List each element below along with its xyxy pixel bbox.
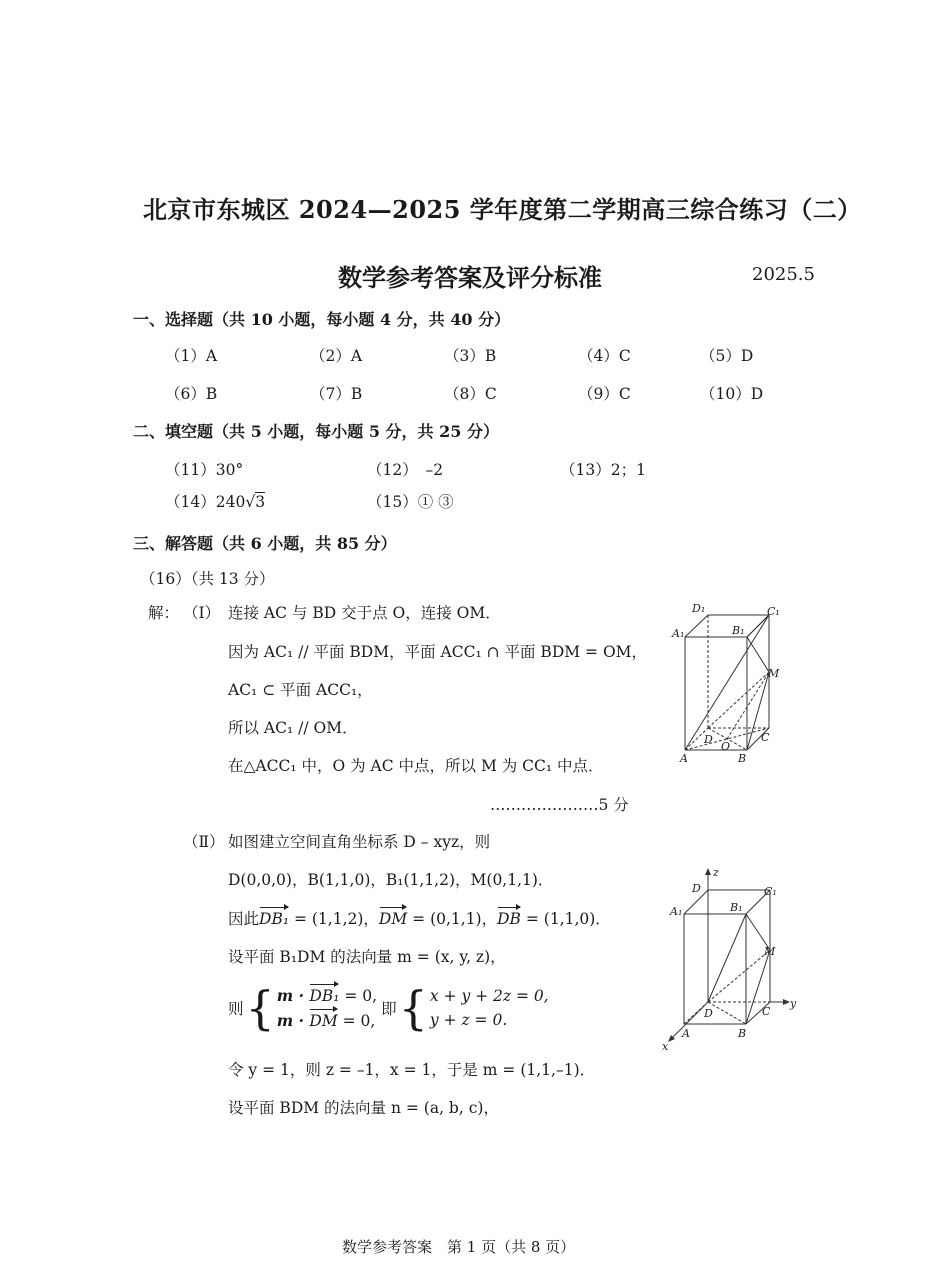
cuboid-figure-1 (666, 600, 791, 770)
score-line-1: …………………5 分 (490, 796, 629, 814)
part2-label: （Ⅱ） (183, 833, 225, 851)
fig2-label-b1: B₁ (730, 901, 743, 914)
document-subtitle: 数学参考答案及评分标准 (338, 263, 602, 292)
vector-dm-value: = (0,1,1)， (407, 910, 498, 928)
vector-db-value: = (1,1,0)． (520, 910, 611, 928)
fig2-label-c1: C₁ (764, 885, 777, 898)
right-brace: { (398, 981, 428, 1035)
cuboid-figure-2 (660, 862, 800, 1052)
part2-line7: 设平面 BDM 的法向量 n = (a, b, c)， (228, 1099, 499, 1117)
section3-heading: 三、解答题（共 6 小题，共 85 分） (133, 534, 397, 553)
answer-9: （9）C (578, 385, 631, 403)
answer-11: （11）30° (165, 461, 244, 479)
equation-system (228, 981, 549, 1035)
answer-15: （15）① ③ (367, 493, 454, 511)
part2-line1: 如图建立空间直角坐标系 D – xyz，则 (228, 833, 491, 851)
fig1-label-a: A (680, 752, 688, 765)
fig2-label-a1: A₁ (670, 905, 683, 918)
fig2-label-y: y (790, 997, 797, 1010)
fig1-label-b: B (738, 752, 747, 765)
vector-prefix: 因此 (228, 910, 260, 928)
part1-line4: 所以 AC₁ // OM． (228, 719, 358, 737)
sqrt-sign: √ (245, 493, 256, 511)
part1-line1: 连接 AC 与 BD 交于点 O，连接 OM． (228, 604, 501, 622)
fig2-label-b: B (738, 1027, 747, 1040)
system-left-line2: m · DM = 0, (276, 1011, 376, 1030)
answer-14-prefix: （14）240 (165, 493, 246, 511)
fig1-label-a1: A₁ (672, 627, 685, 640)
answer-2: （2）A (310, 347, 363, 365)
vector-db1: DB₁ (259, 910, 290, 928)
vector-db: DB (497, 910, 521, 928)
document-date: 2025.5 (752, 264, 815, 285)
fig2-label-z: z (713, 866, 719, 879)
section1-heading: 一、选择题（共 10 小题，每小题 4 分，共 40 分） (133, 310, 511, 329)
part1-line5: 在△ACC₁ 中，O 为 AC 中点，所以 M 为 CC₁ 中点． (228, 757, 604, 775)
answer-7: （7）B (310, 385, 363, 403)
answer-10: （10）D (700, 385, 764, 403)
fig1-label-b1: B₁ (732, 624, 745, 637)
solution-label: 解： (148, 604, 180, 622)
question-16-title: （16）（共 13 分） (140, 570, 275, 588)
fig2-label-d: D (704, 1007, 713, 1020)
fig2-label-x: x (662, 1040, 669, 1052)
answer-6: （6）B (165, 385, 218, 403)
system-right-line1: x + y + 2z = 0, (429, 987, 549, 1005)
answer-3: （3）B (444, 347, 497, 365)
fig1-label-d1: D₁ (692, 602, 706, 615)
part2-line2: D(0,0,0)，B(1,1,0)，B₁(1,1,2)，M(0,1,1)． (228, 871, 554, 889)
vector-dm: DM (378, 910, 408, 928)
fig2-label-c: C (762, 1005, 771, 1018)
vector-db1-value: = (1,1,2)， (289, 910, 379, 928)
document-title: 北京市东城区 2024—2025 学年度第二学期高三综合练习（二） (143, 195, 862, 224)
sqrt-radicand: 3 (255, 493, 266, 511)
system-connector: 即 (381, 1000, 397, 1018)
answer-8: （8）C (444, 385, 497, 403)
fig1-label-c1: C₁ (767, 605, 780, 618)
system-prefix: 则 (228, 1000, 244, 1018)
left-brace: { (245, 981, 275, 1035)
answer-12: （12） –2 (367, 461, 444, 479)
system-right-line2: y + z = 0. (429, 1011, 508, 1029)
answer-14 (165, 490, 265, 512)
answer-1: （1）A (165, 347, 218, 365)
fig1-label-d: D (704, 733, 713, 746)
fig1-label-m: M (768, 667, 780, 680)
answer-13: （13）2；1 (560, 461, 646, 479)
system-left-line1: m · DB₁ = 0, (276, 986, 378, 1005)
part2-line3 (228, 907, 611, 929)
part1-line2: 因为 AC₁ // 平面 BDM，平面 ACC₁ ∩ 平面 BDM = OM， (228, 643, 648, 661)
answer-5: （5）D (700, 347, 754, 365)
page-footer: 数学参考答案 第 1 页（共 8 页） (342, 1238, 576, 1256)
answer-4: （4）C (578, 347, 631, 365)
part1-line3: AC₁ ⊂ 平面 ACC₁， (228, 681, 373, 699)
fig1-label-o: O (721, 740, 731, 753)
fig2-label-m: M (764, 945, 776, 958)
part1-label: （Ⅰ） (183, 604, 221, 622)
part2-line6: 令 y = 1，则 z = –1，x = 1，于是 m = (1,1,–1)． (228, 1061, 596, 1079)
fig2-label-d-top: D (692, 882, 701, 895)
fig1-label-c: C (761, 731, 770, 744)
fig2-label-a: A (682, 1027, 690, 1040)
section2-heading: 二、填空题（共 5 小题，每小题 5 分，共 25 分） (133, 422, 499, 441)
part2-line4: 设平面 B₁DM 的法向量 m = (x, y, z)， (228, 948, 506, 966)
